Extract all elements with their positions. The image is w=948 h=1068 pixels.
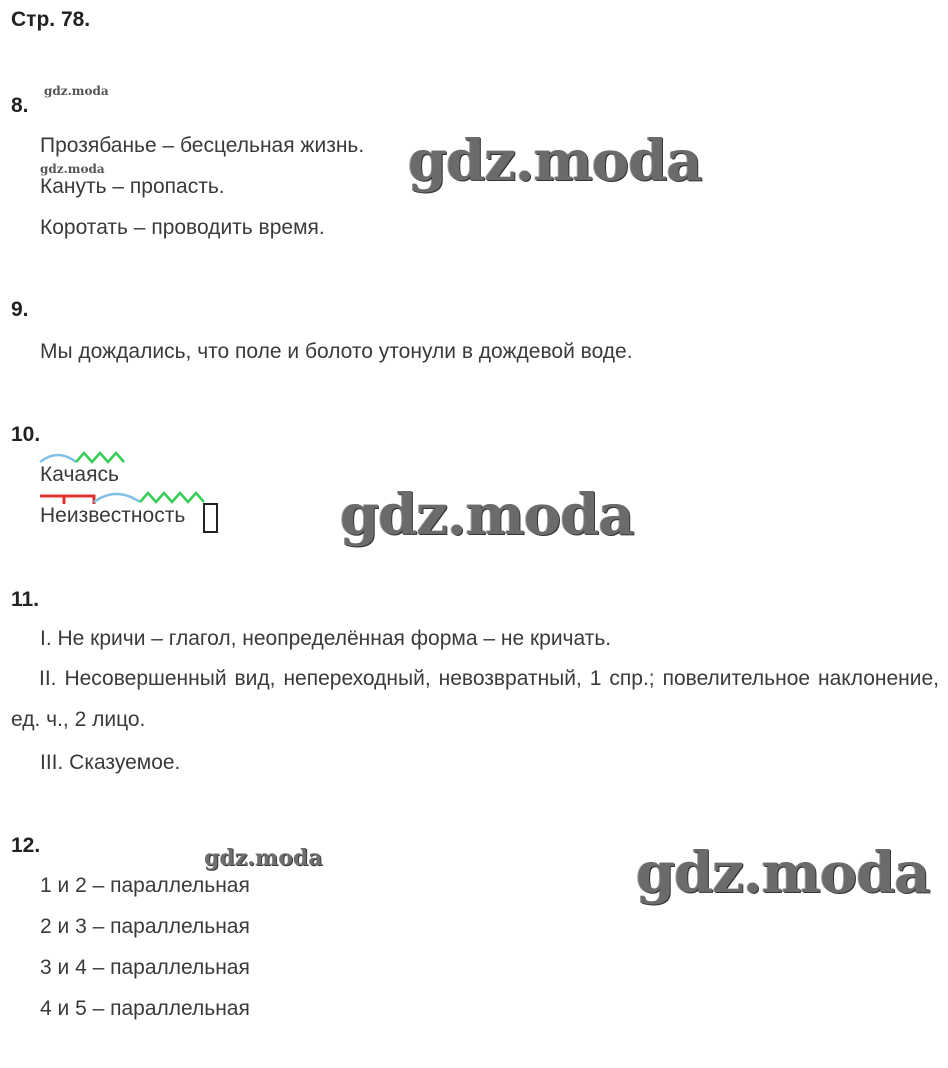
task-10-word-2: Неизвестность	[40, 504, 186, 527]
task-11-line-2: II. Несовершенный вид, непереходный, невозвратный, 1 спр.; повелительное наклонение, ед. ч., 2 лицо.	[11, 667, 939, 731]
watermark-small: gdz.moda	[40, 162, 105, 176]
watermark-large: gdz.moda	[340, 482, 634, 548]
root-arc-mark	[94, 494, 140, 502]
task-12-number: 12.	[11, 834, 41, 857]
watermark-large: gdz.moda	[636, 840, 930, 906]
prefix-mark	[40, 496, 94, 504]
task-8-number: 8.	[11, 94, 29, 117]
ending-box-mark	[204, 504, 217, 532]
task-12-line-4: 4 и 5 – параллельная	[40, 997, 250, 1020]
task-12-line-1: 1 и 2 – параллельная	[40, 874, 250, 897]
task-11-line-1: I. Не кричи – глагол, неопределённая форма – не кричать.	[40, 627, 612, 650]
task-12-line-2: 2 и 3 – параллельная	[40, 915, 250, 938]
task-11-number: 11.	[11, 588, 40, 611]
watermark-medium: gdz.moda	[204, 845, 323, 871]
task-10-number: 10.	[11, 423, 41, 446]
task-9-line: Мы дождались, что поле и болото утонули в дождевой воде.	[40, 340, 633, 363]
task-8-line-2: Кануть – пропасть.	[40, 175, 225, 198]
watermark-small: gdz.moda	[44, 84, 109, 98]
suffix-wave-mark	[140, 493, 204, 502]
task-8-line-1: Прозябанье – бесцельная жизнь.	[40, 134, 365, 157]
task-10-word-1: Качаясь	[40, 463, 119, 486]
suffix-wave-mark	[76, 453, 124, 462]
watermark-large: gdz.moda	[408, 128, 702, 194]
task-9-number: 9.	[11, 298, 29, 321]
page-title: Стр. 78.	[11, 8, 91, 31]
task-8-line-3: Коротать – проводить время.	[40, 216, 325, 239]
task-12-line-3: 3 и 4 – параллельная	[40, 956, 250, 979]
root-arc-mark	[40, 455, 76, 462]
task-11-line-3: III. Сказуемое.	[40, 751, 181, 774]
